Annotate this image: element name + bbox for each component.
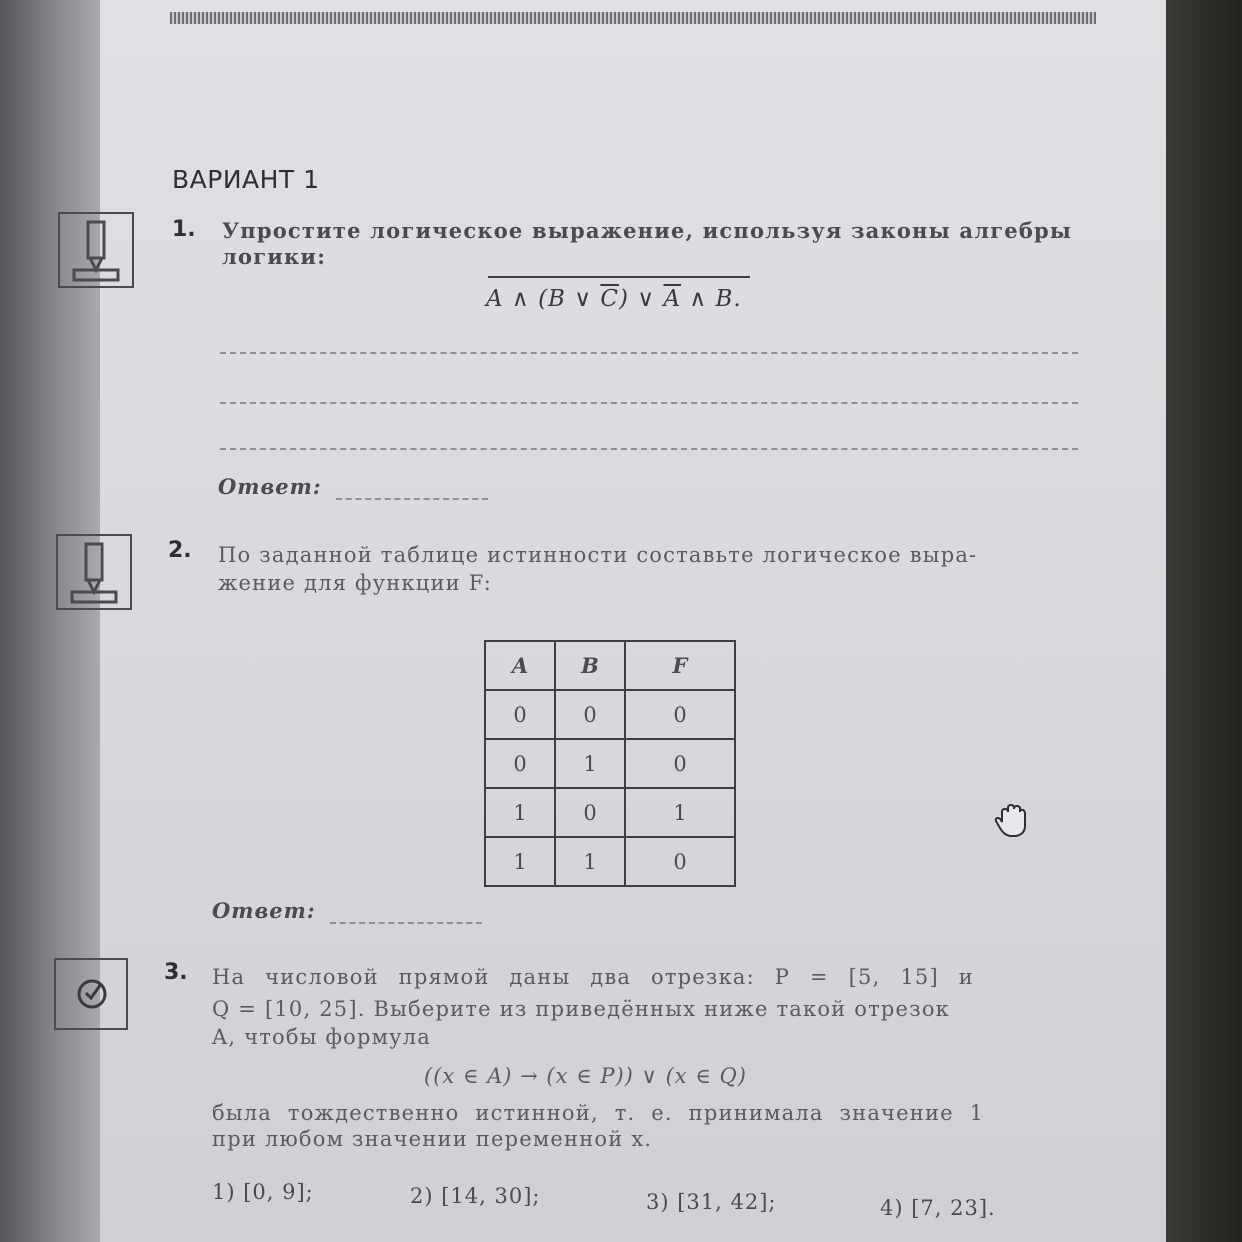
table-cell: 1 <box>555 739 625 788</box>
task1-answer-label: Ответ: <box>218 474 322 499</box>
task1-text-line2: логики: <box>222 244 327 269</box>
option-1[interactable]: 1) [0, 9]; <box>212 1180 314 1204</box>
formula-part1: A ∧ (B ∨ <box>486 286 601 312</box>
pencil-icon <box>56 534 132 610</box>
table-row <box>485 739 735 788</box>
hand-cursor-icon <box>992 800 1032 844</box>
answer-line-1[interactable] <box>220 352 1078 354</box>
table-cell: 1 <box>555 837 625 886</box>
task2-text-line1: По заданной таблице истинности составьте логическое выра- <box>218 543 978 567</box>
truth-table <box>484 640 736 887</box>
answer-line-3[interactable] <box>220 448 1078 450</box>
task1-text-line1: Упростите логическое выражение, используя законы алгебры <box>222 218 1073 243</box>
table-row <box>485 837 735 886</box>
table-header-b: B <box>555 641 625 690</box>
task3-text-line4: была тождественно истинной, т. е. принимала значение 1 <box>212 1101 985 1125</box>
formula-part2: ) ∨ <box>619 286 664 312</box>
table-cell: 0 <box>625 690 735 739</box>
pencil-icon <box>58 212 134 288</box>
table-cell: 1 <box>625 788 735 837</box>
table-cell: 0 <box>625 739 735 788</box>
task1-answer-field[interactable] <box>336 498 488 500</box>
table-header-f: F <box>625 641 735 690</box>
task1-number: 1. <box>172 217 196 242</box>
option-4[interactable]: 4) [7, 23]. <box>880 1196 996 1220</box>
task2-answer-field[interactable] <box>330 922 482 924</box>
header-bar <box>170 12 1096 24</box>
answer-line-2[interactable] <box>220 402 1078 404</box>
table-row <box>485 690 735 739</box>
table-cell: 0 <box>485 690 555 739</box>
table-cell: 1 <box>485 837 555 886</box>
task3-text-line2: Q = [10, 25]. Выберите из приведённых ниже такой отрезок <box>212 997 951 1021</box>
table-header-row <box>485 641 735 690</box>
table-cell: 0 <box>625 837 735 886</box>
task3-number: 3. <box>164 960 188 985</box>
formula-negation-bar <box>488 276 750 278</box>
formula-not-c: $\overline{C}$ <box>600 286 620 312</box>
table-cell: 1 <box>485 788 555 837</box>
variant-title: ВАРИАНТ 1 <box>172 165 320 194</box>
checkmark-circle-icon <box>54 958 128 1030</box>
task3-text-line3: A, чтобы формула <box>212 1025 431 1049</box>
table-cell: 0 <box>555 788 625 837</box>
table-row <box>485 788 735 837</box>
task3-text-line1: На числовой прямой даны два отрезка: P = [5, 15] и <box>212 965 974 989</box>
task2-text-line2: жение для функции F: <box>218 571 493 595</box>
task3-text-line5: при любом значении переменной x. <box>212 1127 653 1151</box>
table-cell: 0 <box>485 739 555 788</box>
option-3[interactable]: 3) [31, 42]; <box>646 1190 777 1214</box>
table-cell: 0 <box>555 690 625 739</box>
table-header-a: A <box>485 641 555 690</box>
formula-not-a: $\overline{A}$ <box>663 286 682 312</box>
task2-answer-label: Ответ: <box>212 898 316 923</box>
task3-formula: ((x ∈ A) → (x ∈ P)) ∨ (x ∈ Q) <box>424 1064 747 1088</box>
task2-number: 2. <box>168 538 192 563</box>
task1-formula <box>486 286 742 312</box>
option-2[interactable]: 2) [14, 30]; <box>410 1184 541 1208</box>
page-left-strip <box>0 0 100 1242</box>
formula-part3: ∧ B. <box>681 286 742 312</box>
page-right-edge <box>1166 0 1242 1242</box>
